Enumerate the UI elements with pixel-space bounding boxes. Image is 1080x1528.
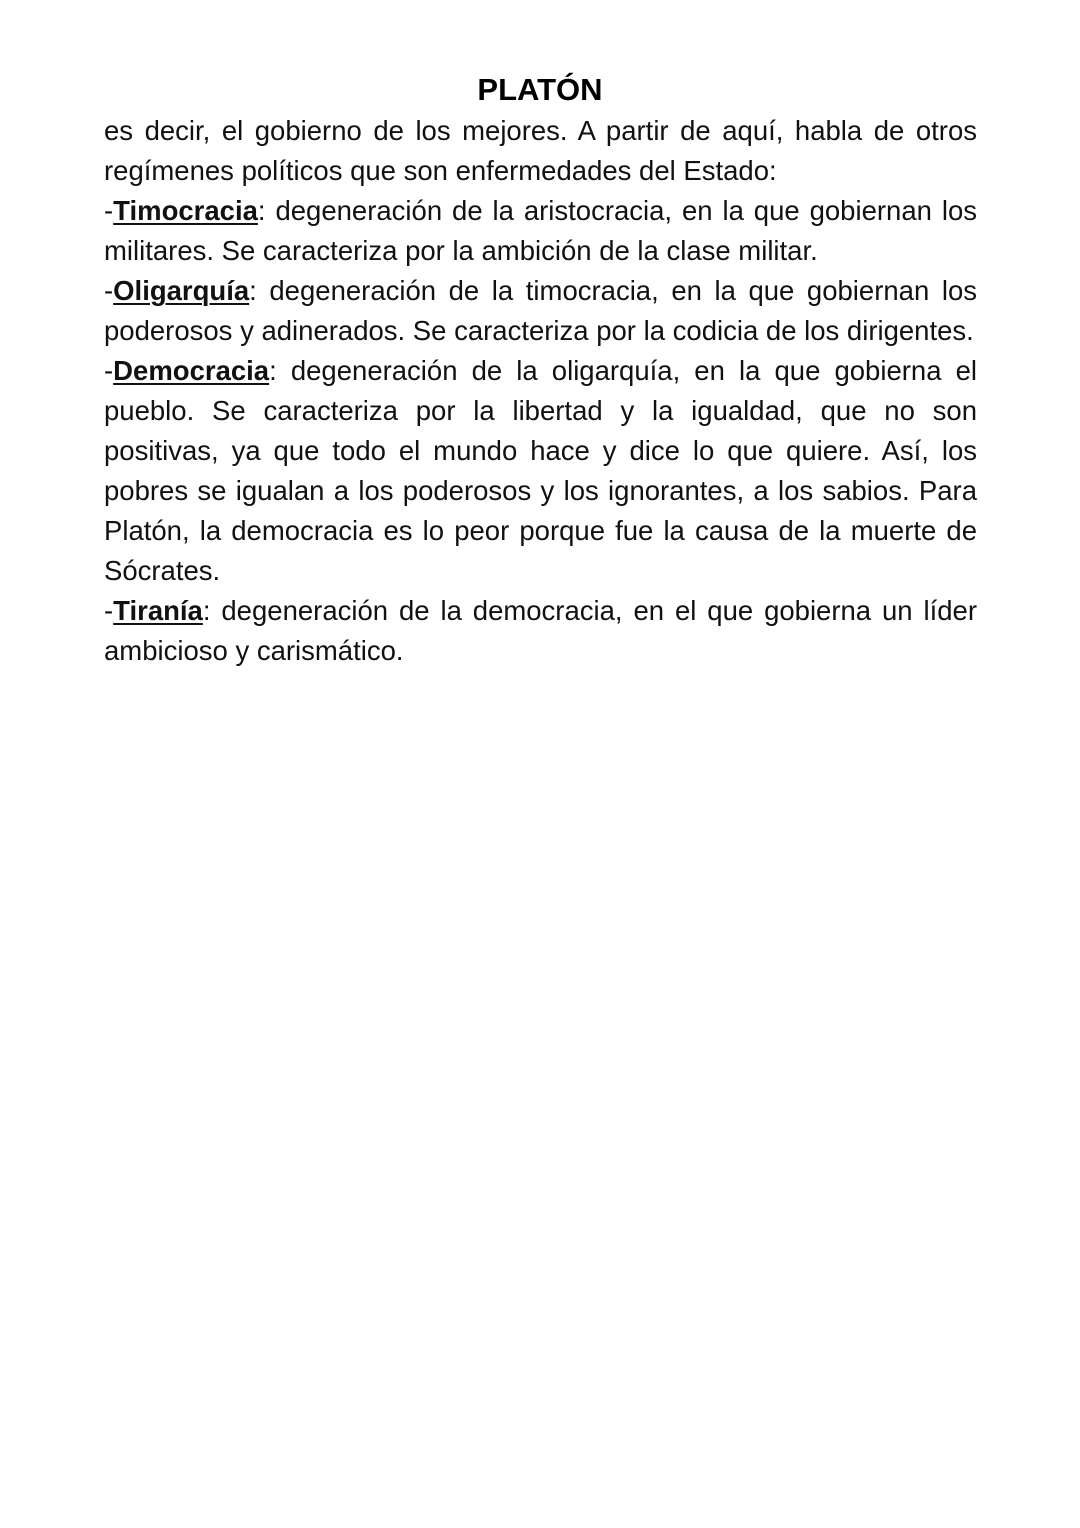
regime-item-democracia bbox=[104, 351, 977, 591]
document-body bbox=[104, 111, 977, 671]
item-definition: : degeneración de la aristocracia, en la que gobiernan los militares. Se caracteriza por la ambición de la clase militar. bbox=[104, 195, 977, 266]
item-definition: : degeneración de la timocracia, en la que gobiernan los poderosos y adinerados. Se caracteriza por la codicia de los dirigentes. bbox=[104, 275, 977, 346]
item-definition: : degeneración de la oligarquía, en la que gobierna el pueblo. Se caracteriza por la libertad y la igualdad, que no son positivas, ya que todo el mundo hace y dice lo que quiere. Así, los pobres se igualan a los poderosos y los ignorantes, a los sabios. Para Platón, la democracia es lo peor porque fue la causa de la muerte de Sócrates. bbox=[104, 355, 977, 586]
item-prefix: - bbox=[104, 355, 114, 386]
term-timocracia: Timocracia bbox=[113, 195, 258, 226]
page-title: PLATÓN bbox=[477, 72, 603, 107]
term-oligarquia: Oligarquía bbox=[113, 275, 250, 306]
regime-item-timocracia bbox=[104, 191, 977, 271]
item-definition: : degeneración de la democracia, en el que gobierna un líder ambicioso y carismático. bbox=[104, 595, 977, 666]
item-prefix: - bbox=[104, 595, 114, 626]
term-tirania: Tiranía bbox=[113, 595, 203, 626]
intro-paragraph: es decir, el gobierno de los mejores. A partir de aquí, habla de otros regímenes políticos que son enfermedades del Estado: bbox=[104, 115, 977, 186]
term-democracia: Democracia bbox=[113, 355, 270, 386]
item-prefix: - bbox=[104, 195, 114, 226]
regime-item-tirania bbox=[104, 591, 977, 671]
item-prefix: - bbox=[104, 275, 114, 306]
regime-item-oligarquia bbox=[104, 271, 977, 351]
